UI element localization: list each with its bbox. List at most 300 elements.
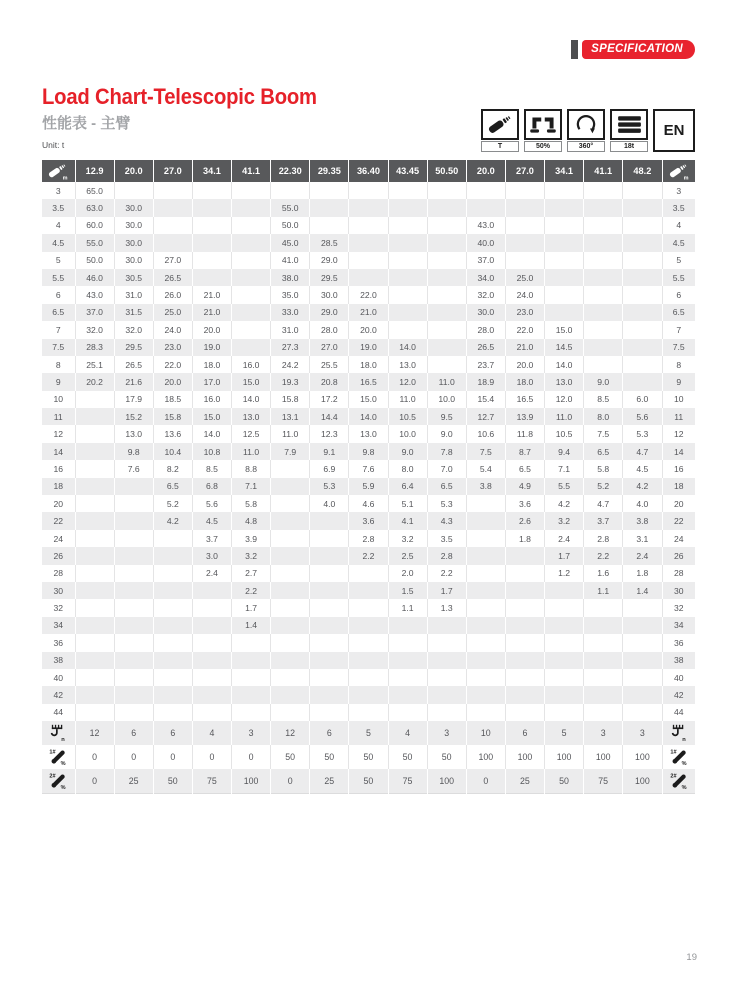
radius-cell: 18	[662, 478, 695, 495]
load-cell: 13.0	[114, 425, 153, 442]
load-cell	[623, 652, 662, 669]
load-cell: 14.0	[349, 408, 388, 425]
boom-length-header-cell: 29.35	[310, 160, 349, 182]
radius-cell: 7	[662, 321, 695, 338]
boom-length-m-icon	[42, 160, 75, 182]
load-cell: 45.0	[271, 234, 310, 251]
load-cell: 2.4	[192, 565, 231, 582]
load-cell	[427, 217, 466, 234]
footer-value-cell: 50	[153, 769, 192, 794]
load-cell: 2.8	[427, 547, 466, 564]
load-cell	[349, 599, 388, 616]
load-cell	[388, 269, 427, 286]
load-cell	[584, 617, 623, 634]
load-cell: 9.8	[349, 443, 388, 460]
load-cell: 30.5	[114, 269, 153, 286]
load-cell: 9.0	[584, 373, 623, 390]
load-cell: 9.8	[114, 443, 153, 460]
table-row	[42, 199, 695, 216]
footer-value-cell: 100	[584, 745, 623, 769]
footer-value-cell: 5	[349, 721, 388, 745]
load-cell: 9.1	[310, 443, 349, 460]
load-cell: 13.0	[388, 356, 427, 373]
load-cell: 2.8	[349, 530, 388, 547]
load-cell	[75, 617, 114, 634]
load-cell: 20.0	[192, 321, 231, 338]
load-cell	[505, 686, 544, 703]
load-cell: 4.7	[584, 495, 623, 512]
radius-cell: 38	[42, 652, 75, 669]
table-row	[42, 182, 695, 199]
load-cell	[271, 634, 310, 651]
load-cell: 11.0	[388, 391, 427, 408]
load-cell: 9.5	[427, 408, 466, 425]
boom-length-header-cell: 20.0	[466, 160, 505, 182]
footer-value-cell: 100	[466, 745, 505, 769]
load-cell	[623, 199, 662, 216]
load-cell	[349, 199, 388, 216]
load-cell: 10.8	[192, 443, 231, 460]
load-cell: 3.8	[466, 478, 505, 495]
load-cell	[505, 252, 544, 269]
footer-value-cell: 50	[271, 745, 310, 769]
telescope-section-1-percent-icon	[42, 745, 75, 769]
load-cell	[192, 199, 231, 216]
load-cell	[545, 234, 584, 251]
load-cell	[545, 634, 584, 651]
load-cell	[232, 269, 271, 286]
telescope-section-2-percent-icon	[42, 769, 75, 794]
load-cell: 11.0	[271, 425, 310, 442]
table-row	[42, 269, 695, 286]
load-cell	[310, 512, 349, 529]
legend-slew	[567, 109, 605, 152]
table-row	[42, 339, 695, 356]
load-cell: 21.0	[505, 339, 544, 356]
load-cell	[505, 582, 544, 599]
footer-value-cell: 50	[310, 745, 349, 769]
load-cell	[349, 634, 388, 651]
load-cell: 15.8	[153, 408, 192, 425]
load-cell: 10.0	[427, 391, 466, 408]
table-header-row	[42, 160, 695, 182]
load-cell	[271, 478, 310, 495]
footer-value-cell: 25	[505, 769, 544, 794]
load-cell: 2.2	[232, 582, 271, 599]
load-cell: 18.0	[349, 356, 388, 373]
load-cell: 28.3	[75, 339, 114, 356]
radius-cell: 3.5	[662, 199, 695, 216]
table-row	[42, 443, 695, 460]
radius-cell: 36	[42, 634, 75, 651]
load-cell	[349, 217, 388, 234]
load-cell	[584, 234, 623, 251]
load-cell: 23.0	[153, 339, 192, 356]
load-cell	[505, 182, 544, 199]
load-cell: 16.0	[192, 391, 231, 408]
load-cell: 21.0	[192, 286, 231, 303]
radius-cell: 7	[42, 321, 75, 338]
load-cell: 13.0	[349, 425, 388, 442]
load-cell: 27.3	[271, 339, 310, 356]
load-cell	[505, 217, 544, 234]
load-cell	[388, 634, 427, 651]
load-cell: 30.0	[466, 304, 505, 321]
load-cell	[584, 634, 623, 651]
load-cell: 21.6	[114, 373, 153, 390]
load-cell: 12.5	[232, 425, 271, 442]
load-cell: 19.0	[192, 339, 231, 356]
load-cell: 15.2	[114, 408, 153, 425]
radius-cell: 4.5	[42, 234, 75, 251]
load-cell: 6.4	[388, 478, 427, 495]
load-cell: 30.0	[114, 234, 153, 251]
load-cell: 50.0	[75, 252, 114, 269]
load-cell	[153, 530, 192, 547]
load-cell	[114, 512, 153, 529]
load-cell	[505, 652, 544, 669]
load-cell	[584, 304, 623, 321]
load-cell	[466, 530, 505, 547]
footer-value-cell: 6	[114, 721, 153, 745]
radius-cell: 18	[42, 478, 75, 495]
load-cell	[114, 704, 153, 721]
language-badge: EN	[653, 109, 695, 152]
load-cell	[232, 286, 271, 303]
load-cell: 29.0	[310, 304, 349, 321]
load-cell: 13.6	[153, 425, 192, 442]
load-cell	[310, 199, 349, 216]
load-cell: 11.8	[505, 425, 544, 442]
load-cell: 37.0	[75, 304, 114, 321]
load-cell: 6.5	[427, 478, 466, 495]
load-cell: 4.5	[623, 460, 662, 477]
load-cell: 15.0	[545, 321, 584, 338]
svg-text:%: %	[681, 761, 687, 767]
load-cell: 3.1	[623, 530, 662, 547]
load-cell	[271, 686, 310, 703]
load-cell	[427, 182, 466, 199]
load-cell: 15.0	[232, 373, 271, 390]
radius-cell: 40	[42, 669, 75, 686]
load-cell	[310, 565, 349, 582]
load-cell: 55.0	[75, 234, 114, 251]
load-cell: 10.5	[545, 425, 584, 442]
load-cell	[427, 686, 466, 703]
load-cell: 8.2	[153, 460, 192, 477]
load-cell	[271, 547, 310, 564]
load-cell	[388, 669, 427, 686]
load-cell	[388, 234, 427, 251]
load-cell	[388, 686, 427, 703]
load-cell	[388, 286, 427, 303]
load-cell: 10.0	[388, 425, 427, 442]
load-cell: 10.5	[388, 408, 427, 425]
radius-cell: 5.5	[42, 269, 75, 286]
load-cell	[427, 269, 466, 286]
radius-cell: 20	[662, 495, 695, 512]
load-cell: 2.4	[623, 547, 662, 564]
load-cell: 16.0	[232, 356, 271, 373]
load-cell	[623, 704, 662, 721]
load-cell	[232, 199, 271, 216]
load-cell: 23.7	[466, 356, 505, 373]
table-row	[42, 304, 695, 321]
load-cell: 15.0	[349, 391, 388, 408]
load-cell	[349, 669, 388, 686]
load-cell	[310, 617, 349, 634]
load-cell: 5.8	[584, 460, 623, 477]
load-cell	[466, 512, 505, 529]
load-cell	[271, 582, 310, 599]
load-cell	[75, 582, 114, 599]
load-cell: 1.2	[545, 565, 584, 582]
load-cell: 20.0	[153, 373, 192, 390]
load-cell: 1.8	[623, 565, 662, 582]
load-cell	[349, 565, 388, 582]
boom-length-header-cell: 50.50	[427, 160, 466, 182]
load-cell: 37.0	[466, 252, 505, 269]
load-cell: 30.0	[310, 286, 349, 303]
footer-value-cell: 50	[388, 745, 427, 769]
footer-value-cell: 0	[192, 745, 231, 769]
load-cell	[584, 704, 623, 721]
load-cell: 35.0	[271, 286, 310, 303]
footer-value-cell: 0	[114, 745, 153, 769]
load-cell: 11.0	[232, 443, 271, 460]
load-cell	[584, 669, 623, 686]
radius-cell: 11	[662, 408, 695, 425]
load-cell	[75, 669, 114, 686]
load-cell: 5.2	[153, 495, 192, 512]
load-cell	[153, 669, 192, 686]
load-cell: 5.3	[310, 478, 349, 495]
load-cell	[114, 547, 153, 564]
load-cell	[466, 686, 505, 703]
table-footer-row	[42, 745, 695, 769]
load-cell	[114, 599, 153, 616]
badge-bar	[571, 40, 578, 59]
load-cell: 4.5	[192, 512, 231, 529]
load-cell	[232, 252, 271, 269]
footer-value-cell: 25	[310, 769, 349, 794]
load-cell: 31.5	[114, 304, 153, 321]
radius-cell: 7.5	[662, 339, 695, 356]
load-cell	[232, 217, 271, 234]
load-cell	[271, 530, 310, 547]
load-cell	[114, 495, 153, 512]
footer-value-cell: 50	[349, 769, 388, 794]
load-cell	[623, 269, 662, 286]
radius-cell: 42	[42, 686, 75, 703]
load-cell	[153, 565, 192, 582]
radius-cell: 26	[662, 547, 695, 564]
load-cell	[75, 495, 114, 512]
load-cell	[310, 599, 349, 616]
svg-text:2#: 2#	[670, 773, 677, 780]
radius-cell: 4.5	[662, 234, 695, 251]
load-cell: 5.5	[545, 478, 584, 495]
load-cell	[192, 634, 231, 651]
load-cell: 23.0	[505, 304, 544, 321]
load-cell: 4.9	[505, 478, 544, 495]
load-cell	[623, 599, 662, 616]
load-cell	[427, 234, 466, 251]
svg-text:n: n	[61, 736, 66, 743]
boom-length-header-cell: 34.1	[545, 160, 584, 182]
load-cell	[192, 582, 231, 599]
load-cell	[153, 582, 192, 599]
load-cell: 2.8	[584, 530, 623, 547]
load-cell: 25.0	[505, 269, 544, 286]
load-cell	[310, 217, 349, 234]
load-cell	[545, 286, 584, 303]
page-number: 19	[686, 952, 697, 963]
load-cell	[192, 617, 231, 634]
load-cell	[427, 356, 466, 373]
radius-cell: 10	[662, 391, 695, 408]
load-cell: 3.8	[623, 512, 662, 529]
load-cell	[349, 617, 388, 634]
load-cell: 6.8	[192, 478, 231, 495]
radius-cell: 12	[42, 425, 75, 442]
load-cell: 12.3	[310, 425, 349, 442]
load-cell: 15.0	[192, 408, 231, 425]
radius-cell: 5	[662, 252, 695, 269]
load-chart-wrap	[42, 160, 695, 794]
load-cell	[545, 304, 584, 321]
load-cell	[310, 704, 349, 721]
load-cell: 5.9	[349, 478, 388, 495]
footer-value-cell: 100	[232, 769, 271, 794]
load-cell: 5.3	[623, 425, 662, 442]
load-cell: 8.7	[505, 443, 544, 460]
load-cell: 20.0	[505, 356, 544, 373]
load-cell: 22.0	[505, 321, 544, 338]
svg-text:%: %	[60, 761, 66, 767]
load-cell	[427, 704, 466, 721]
load-cell	[271, 599, 310, 616]
boom-length-header-cell: 34.1	[192, 160, 231, 182]
table-row	[42, 217, 695, 234]
load-cell: 63.0	[75, 199, 114, 216]
load-cell: 28.5	[310, 234, 349, 251]
load-cell: 16.5	[505, 391, 544, 408]
load-cell	[505, 234, 544, 251]
load-cell	[75, 652, 114, 669]
radius-cell: 22	[42, 512, 75, 529]
load-cell: 7.9	[271, 443, 310, 460]
svg-text:m: m	[683, 175, 689, 181]
load-cell: 5.6	[623, 408, 662, 425]
load-cell: 2.4	[545, 530, 584, 547]
load-cell: 34.0	[466, 269, 505, 286]
load-cell	[584, 339, 623, 356]
load-cell: 3.7	[192, 530, 231, 547]
table-row	[42, 652, 695, 669]
load-cell	[623, 304, 662, 321]
load-cell	[388, 321, 427, 338]
load-cell	[427, 286, 466, 303]
load-cell: 3.2	[545, 512, 584, 529]
parts-of-line-icon	[662, 721, 695, 745]
boom-length-header-cell: 27.0	[153, 160, 192, 182]
load-cell: 17.9	[114, 391, 153, 408]
load-cell: 31.0	[114, 286, 153, 303]
load-cell: 2.2	[584, 547, 623, 564]
load-cell: 43.0	[466, 217, 505, 234]
load-cell: 3.9	[232, 530, 271, 547]
load-cell: 10.6	[466, 425, 505, 442]
load-cell	[623, 252, 662, 269]
radius-cell: 5	[42, 252, 75, 269]
table-footer-row	[42, 721, 695, 745]
radius-cell: 3	[662, 182, 695, 199]
table-row	[42, 582, 695, 599]
load-cell	[427, 304, 466, 321]
load-cell	[192, 252, 231, 269]
load-cell: 2.7	[232, 565, 271, 582]
footer-value-cell: 6	[310, 721, 349, 745]
footer-value-cell: 0	[153, 745, 192, 769]
table-row	[42, 565, 695, 582]
boom-length-header-cell: 43.45	[388, 160, 427, 182]
table-row	[42, 530, 695, 547]
load-cell: 22.0	[349, 286, 388, 303]
radius-cell: 6.5	[662, 304, 695, 321]
load-cell: 20.8	[310, 373, 349, 390]
load-cell	[466, 634, 505, 651]
load-cell	[153, 599, 192, 616]
load-cell	[623, 182, 662, 199]
load-cell	[545, 269, 584, 286]
load-cell	[310, 669, 349, 686]
radius-cell: 4	[662, 217, 695, 234]
load-cell: 4.2	[545, 495, 584, 512]
load-cell	[349, 252, 388, 269]
load-cell: 6.0	[623, 391, 662, 408]
load-cell	[114, 182, 153, 199]
radius-cell: 24	[662, 530, 695, 547]
load-cell	[232, 686, 271, 703]
load-cell	[232, 339, 271, 356]
load-cell	[505, 617, 544, 634]
load-cell	[427, 199, 466, 216]
load-cell	[427, 634, 466, 651]
load-cell	[114, 652, 153, 669]
counterweight-icon	[610, 109, 648, 140]
legend-counterweight	[610, 109, 648, 152]
load-cell	[545, 617, 584, 634]
load-cell: 28.0	[310, 321, 349, 338]
radius-cell: 4	[42, 217, 75, 234]
load-cell: 26.5	[466, 339, 505, 356]
load-cell	[349, 686, 388, 703]
load-cell: 9.0	[427, 425, 466, 442]
load-cell	[388, 304, 427, 321]
footer-value-cell: 0	[466, 769, 505, 794]
load-cell	[153, 217, 192, 234]
unit-note: Unit: t	[42, 140, 65, 150]
load-cell: 24.0	[505, 286, 544, 303]
load-cell	[192, 704, 231, 721]
load-cell: 7.8	[427, 443, 466, 460]
footer-value-cell: 100	[623, 745, 662, 769]
load-cell	[388, 617, 427, 634]
table-row	[42, 425, 695, 442]
load-cell	[153, 652, 192, 669]
load-cell	[545, 704, 584, 721]
